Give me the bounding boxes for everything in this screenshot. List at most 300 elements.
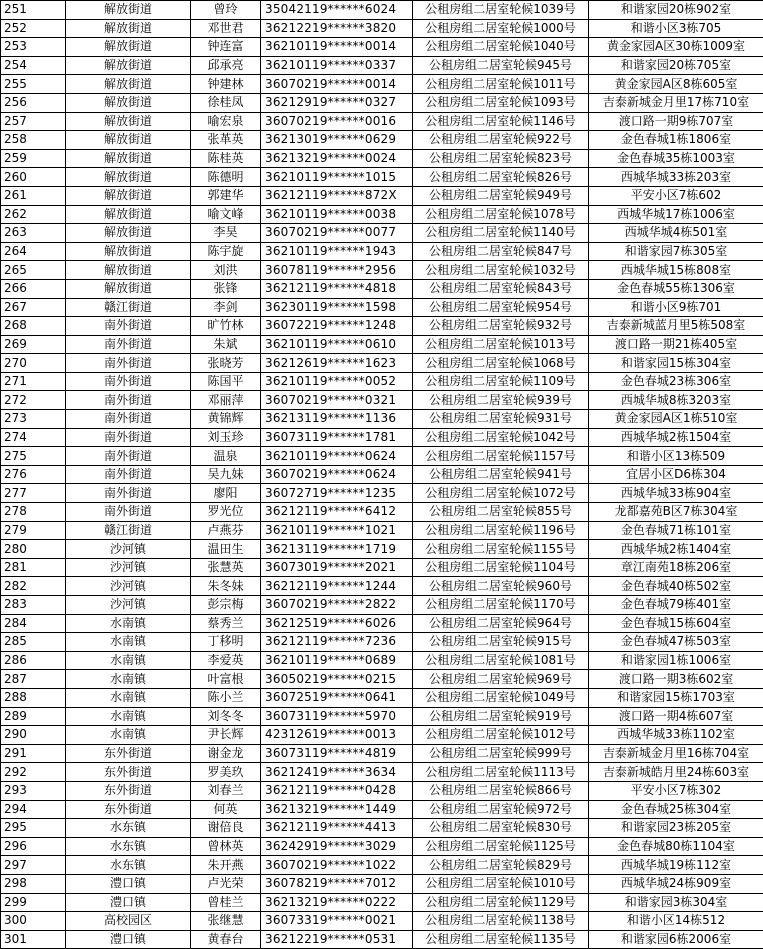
name-cell: 何英 <box>191 800 261 819</box>
id-number-cell: 36073119******5970 <box>261 707 413 726</box>
id-number-cell: 36213119******1719 <box>261 540 413 559</box>
address-cell: 金色春城80栋1104室 <box>589 837 763 856</box>
table-row <box>1 317 763 336</box>
name-cell: 张慧英 <box>191 558 261 577</box>
name-cell: 刘洪 <box>191 261 261 280</box>
row-number: 276 <box>1 465 66 484</box>
row-number: 258 <box>1 131 66 150</box>
name-cell: 曾林英 <box>191 837 261 856</box>
id-number-cell: 36212119******0428 <box>261 781 413 800</box>
id-number-cell: 36072219******1248 <box>261 317 413 336</box>
waitlist-cell: 公租房组二居室轮候941号 <box>413 465 589 484</box>
id-number-cell: 36212219******3820 <box>261 19 413 38</box>
waitlist-cell: 公租房组二居室轮候1010号 <box>413 874 589 893</box>
street-cell: 沙河镇 <box>66 558 191 577</box>
table-row <box>1 893 763 912</box>
waitlist-cell: 公租房组二居室轮候972号 <box>413 800 589 819</box>
waitlist-cell: 公租房组二居室轮候855号 <box>413 503 589 522</box>
waitlist-cell: 公租房组二居室轮候945号 <box>413 56 589 75</box>
waitlist-cell: 公租房组二居室轮候826号 <box>413 168 589 187</box>
street-cell: 南外街道 <box>66 391 191 410</box>
table-row <box>1 540 763 559</box>
address-cell: 和谐家园20栋902室 <box>589 1 763 20</box>
row-number: 275 <box>1 447 66 466</box>
table-row <box>1 800 763 819</box>
address-cell: 黄金家园A区8栋605室 <box>589 75 763 94</box>
address-cell: 西城华城15栋808室 <box>589 261 763 280</box>
street-cell: 解放街道 <box>66 38 191 57</box>
name-cell: 陈国平 <box>191 372 261 391</box>
table-row <box>1 856 763 875</box>
row-number: 254 <box>1 56 66 75</box>
street-cell: 水南镇 <box>66 688 191 707</box>
address-cell: 和谐家园15栋1703室 <box>589 688 763 707</box>
row-number: 297 <box>1 856 66 875</box>
street-cell: 解放街道 <box>66 131 191 150</box>
waitlist-cell: 公租房组二居室轮候1135号 <box>413 930 589 949</box>
street-cell: 南外街道 <box>66 465 191 484</box>
name-cell: 刘玉珍 <box>191 428 261 447</box>
address-cell: 金色春城79栋401室 <box>589 596 763 615</box>
address-cell: 金色春城55栋1306室 <box>589 279 763 298</box>
waitlist-cell: 公租房组二居室轮候1039号 <box>413 1 589 20</box>
table-row <box>1 726 763 745</box>
name-cell: 蔡秀兰 <box>191 614 261 633</box>
street-cell: 水东镇 <box>66 819 191 838</box>
row-number: 283 <box>1 596 66 615</box>
table-row <box>1 38 763 57</box>
row-number: 255 <box>1 75 66 94</box>
street-cell: 沙河镇 <box>66 540 191 559</box>
id-number-cell: 36072519******0641 <box>261 688 413 707</box>
row-number: 266 <box>1 279 66 298</box>
waitlist-cell: 公租房组二居室轮候922号 <box>413 131 589 150</box>
table-row <box>1 298 763 317</box>
name-cell: 李剑 <box>191 298 261 317</box>
waitlist-cell: 公租房组二居室轮候830号 <box>413 819 589 838</box>
row-number: 300 <box>1 912 66 931</box>
table-row <box>1 205 763 224</box>
table-row <box>1 577 763 596</box>
street-cell: 高校园区 <box>66 912 191 931</box>
id-number-cell: 36213119******1136 <box>261 410 413 429</box>
address-cell: 和谐家园3栋304室 <box>589 893 763 912</box>
waitlist-cell: 公租房组二居室轮候1170号 <box>413 596 589 615</box>
table-row <box>1 19 763 38</box>
row-number: 294 <box>1 800 66 819</box>
address-cell: 和谐家园1栋1006室 <box>589 651 763 670</box>
table-row <box>1 465 763 484</box>
table-row <box>1 596 763 615</box>
id-number-cell: 36070219******1022 <box>261 856 413 875</box>
table-row <box>1 410 763 429</box>
table-row <box>1 112 763 131</box>
table-row <box>1 186 763 205</box>
id-number-cell: 36070219******0077 <box>261 224 413 243</box>
name-cell: 张锋 <box>191 279 261 298</box>
id-number-cell: 36072719******1235 <box>261 484 413 503</box>
row-number: 296 <box>1 837 66 856</box>
waitlist-cell: 公租房组二居室轮候1068号 <box>413 354 589 373</box>
row-number: 287 <box>1 670 66 689</box>
address-cell: 金色春城71栋101室 <box>589 521 763 540</box>
row-number: 285 <box>1 633 66 652</box>
street-cell: 解放街道 <box>66 75 191 94</box>
name-cell: 曾玲 <box>191 1 261 20</box>
address-cell: 金色春城25栋304室 <box>589 800 763 819</box>
name-cell: 陈德明 <box>191 168 261 187</box>
street-cell: 解放街道 <box>66 1 191 20</box>
id-number-cell: 36210119******0052 <box>261 372 413 391</box>
id-number-cell: 36210119******1015 <box>261 168 413 187</box>
table-row <box>1 75 763 94</box>
id-number-cell: 36210119******0337 <box>261 56 413 75</box>
id-number-cell: 36073019******2021 <box>261 558 413 577</box>
row-number: 261 <box>1 186 66 205</box>
table-row <box>1 354 763 373</box>
waitlist-cell: 公租房组二居室轮候843号 <box>413 279 589 298</box>
row-number: 292 <box>1 763 66 782</box>
table-row <box>1 688 763 707</box>
row-number: 253 <box>1 38 66 57</box>
id-number-cell: 36070219******0624 <box>261 465 413 484</box>
name-cell: 旷竹林 <box>191 317 261 336</box>
address-cell: 龙都嘉苑B区7栋304室 <box>589 503 763 522</box>
name-cell: 徐桂凤 <box>191 93 261 112</box>
waitlist-cell: 公租房组二居室轮候999号 <box>413 744 589 763</box>
street-cell: 赣江街道 <box>66 298 191 317</box>
row-number: 269 <box>1 335 66 354</box>
id-number-cell: 36212119******6412 <box>261 503 413 522</box>
waitlist-cell: 公租房组二居室轮候1104号 <box>413 558 589 577</box>
waitlist-cell: 公租房组二居室轮候1125号 <box>413 837 589 856</box>
address-cell: 黄金家园A区1栋510室 <box>589 410 763 429</box>
address-cell: 金色春城40栋502室 <box>589 577 763 596</box>
street-cell: 解放街道 <box>66 224 191 243</box>
name-cell: 张革英 <box>191 131 261 150</box>
address-cell: 渡口路一期21栋405室 <box>589 335 763 354</box>
row-number: 279 <box>1 521 66 540</box>
waitlist-cell: 公租房组二居室轮候939号 <box>413 391 589 410</box>
address-cell: 和谐家园20栋705室 <box>589 56 763 75</box>
name-cell: 尹长辉 <box>191 726 261 745</box>
row-number: 278 <box>1 503 66 522</box>
id-number-cell: 36242919******3029 <box>261 837 413 856</box>
street-cell: 南外街道 <box>66 354 191 373</box>
address-cell: 和谐小区9栋701 <box>589 298 763 317</box>
street-cell: 南外街道 <box>66 317 191 336</box>
street-cell: 解放街道 <box>66 56 191 75</box>
waitlist-cell: 公租房组二居室轮候1040号 <box>413 38 589 57</box>
row-number: 257 <box>1 112 66 131</box>
table-row <box>1 651 763 670</box>
id-number-cell: 36073119******1781 <box>261 428 413 447</box>
id-number-cell: 36210119******0014 <box>261 38 413 57</box>
table-row <box>1 633 763 652</box>
row-number: 267 <box>1 298 66 317</box>
street-cell: 解放街道 <box>66 19 191 38</box>
name-cell: 彭宗梅 <box>191 596 261 615</box>
table-row <box>1 261 763 280</box>
table-row <box>1 484 763 503</box>
table-row <box>1 558 763 577</box>
table-row <box>1 912 763 931</box>
waitlist-cell: 公租房组二居室轮候1042号 <box>413 428 589 447</box>
row-number: 282 <box>1 577 66 596</box>
address-cell: 金色春城15栋604室 <box>589 614 763 633</box>
row-number: 263 <box>1 224 66 243</box>
street-cell: 水南镇 <box>66 707 191 726</box>
row-number: 260 <box>1 168 66 187</box>
name-cell: 朱斌 <box>191 335 261 354</box>
name-cell: 叶富根 <box>191 670 261 689</box>
waitlist-cell: 公租房组二居室轮候1157号 <box>413 447 589 466</box>
name-cell: 邓丽萍 <box>191 391 261 410</box>
name-cell: 谢倍良 <box>191 819 261 838</box>
address-cell: 和谐家园15栋304室 <box>589 354 763 373</box>
id-number-cell: 36078219******7012 <box>261 874 413 893</box>
address-cell: 章江南苑18栋206室 <box>589 558 763 577</box>
address-cell: 西城华城8栋3203室 <box>589 391 763 410</box>
table-row <box>1 131 763 150</box>
table-row <box>1 707 763 726</box>
street-cell: 解放街道 <box>66 112 191 131</box>
table-row <box>1 744 763 763</box>
waitlist-cell: 公租房组二居室轮候1109号 <box>413 372 589 391</box>
waitlist-cell: 公租房组二居室轮候915号 <box>413 633 589 652</box>
table-row <box>1 372 763 391</box>
street-cell: 解放街道 <box>66 186 191 205</box>
id-number-cell: 36212219******0531 <box>261 930 413 949</box>
street-cell: 东外街道 <box>66 763 191 782</box>
address-cell: 渡口路一期9栋707室 <box>589 112 763 131</box>
address-cell: 西城华城2栋1504室 <box>589 428 763 447</box>
name-cell: 陈宇旋 <box>191 242 261 261</box>
row-number: 281 <box>1 558 66 577</box>
street-cell: 东外街道 <box>66 744 191 763</box>
waitlist-cell: 公租房组二居室轮候1140号 <box>413 224 589 243</box>
id-number-cell: 36070219******0014 <box>261 75 413 94</box>
waitlist-cell: 公租房组二居室轮候1072号 <box>413 484 589 503</box>
name-cell: 黄锦辉 <box>191 410 261 429</box>
street-cell: 沙河镇 <box>66 596 191 615</box>
name-cell: 刘冬冬 <box>191 707 261 726</box>
row-number: 289 <box>1 707 66 726</box>
name-cell: 钟建林 <box>191 75 261 94</box>
name-cell: 罗美玖 <box>191 763 261 782</box>
waitlist-cell: 公租房组二居室轮候964号 <box>413 614 589 633</box>
waitlist-cell: 公租房组二居室轮候1113号 <box>413 763 589 782</box>
table-row <box>1 279 763 298</box>
table-row <box>1 224 763 243</box>
name-cell: 张晓芳 <box>191 354 261 373</box>
id-number-cell: 36070219******0016 <box>261 112 413 131</box>
address-cell: 西城华城17栋1006室 <box>589 205 763 224</box>
waitlist-cell: 公租房组二居室轮候1013号 <box>413 335 589 354</box>
waitlist-cell: 公租房组二居室轮候1196号 <box>413 521 589 540</box>
table-row <box>1 837 763 856</box>
name-cell: 廖阳 <box>191 484 261 503</box>
address-cell: 金色春城47栋503室 <box>589 633 763 652</box>
row-number: 262 <box>1 205 66 224</box>
waitlist-cell: 公租房组二居室轮候1032号 <box>413 261 589 280</box>
waitlist-cell: 公租房组二居室轮候919号 <box>413 707 589 726</box>
id-number-cell: 36213219******0222 <box>261 893 413 912</box>
waitlist-cell: 公租房组二居室轮候847号 <box>413 242 589 261</box>
name-cell: 曾桂兰 <box>191 893 261 912</box>
table-row <box>1 874 763 893</box>
waitlist-cell: 公租房组二居室轮候1011号 <box>413 75 589 94</box>
address-cell: 金色春城1栋1806室 <box>589 131 763 150</box>
table-row <box>1 503 763 522</box>
row-number: 298 <box>1 874 66 893</box>
table-row <box>1 1 763 20</box>
id-number-cell: 36230119******1598 <box>261 298 413 317</box>
address-cell: 平安小区7栋602 <box>589 186 763 205</box>
table-row <box>1 335 763 354</box>
row-number: 270 <box>1 354 66 373</box>
row-number: 288 <box>1 688 66 707</box>
address-cell: 吉泰新城金月里17栋710室 <box>589 93 763 112</box>
name-cell: 温田生 <box>191 540 261 559</box>
street-cell: 水南镇 <box>66 670 191 689</box>
address-cell: 渡口路一期4栋607室 <box>589 707 763 726</box>
row-number: 256 <box>1 93 66 112</box>
id-number-cell: 36213019******0629 <box>261 131 413 150</box>
street-cell: 水南镇 <box>66 614 191 633</box>
name-cell: 李昊 <box>191 224 261 243</box>
name-cell: 陈小兰 <box>191 688 261 707</box>
name-cell: 丁移明 <box>191 633 261 652</box>
name-cell: 喻宏泉 <box>191 112 261 131</box>
id-number-cell: 36210119******0038 <box>261 205 413 224</box>
street-cell: 沙河镇 <box>66 577 191 596</box>
waitlist-cell: 公租房组二居室轮候960号 <box>413 577 589 596</box>
row-number: 295 <box>1 819 66 838</box>
waitlist-cell: 公租房组二居室轮候1138号 <box>413 912 589 931</box>
name-cell: 李爱英 <box>191 651 261 670</box>
address-cell: 吉泰新城蓝月里5栋508室 <box>589 317 763 336</box>
address-cell: 金色春城35栋1003室 <box>589 149 763 168</box>
street-cell: 解放街道 <box>66 149 191 168</box>
id-number-cell: 36212119******4413 <box>261 819 413 838</box>
table-row <box>1 763 763 782</box>
id-number-cell: 36073319******0021 <box>261 912 413 931</box>
street-cell: 解放街道 <box>66 261 191 280</box>
address-cell: 吉泰新城金月里16栋704室 <box>589 744 763 763</box>
address-cell: 西城华城33栋904室 <box>589 484 763 503</box>
name-cell: 卢光荣 <box>191 874 261 893</box>
id-number-cell: 36212419******3634 <box>261 763 413 782</box>
waitlist-cell: 公租房组二居室轮候1081号 <box>413 651 589 670</box>
row-number: 251 <box>1 1 66 20</box>
waitlist-cell: 公租房组二居室轮候932号 <box>413 317 589 336</box>
table-row <box>1 447 763 466</box>
address-cell: 渡口路一期3栋602室 <box>589 670 763 689</box>
waitlist-cell: 公租房组二居室轮候954号 <box>413 298 589 317</box>
name-cell: 卢燕芬 <box>191 521 261 540</box>
street-cell: 水南镇 <box>66 633 191 652</box>
waitlist-cell: 公租房组二居室轮候1000号 <box>413 19 589 38</box>
waitlist-cell: 公租房组二居室轮候1129号 <box>413 893 589 912</box>
table-row <box>1 670 763 689</box>
row-number: 299 <box>1 893 66 912</box>
waitlist-cell: 公租房组二居室轮候823号 <box>413 149 589 168</box>
id-number-cell: 36073119******4819 <box>261 744 413 763</box>
id-number-cell: 36210119******1943 <box>261 242 413 261</box>
waitlist-cell: 公租房组二居室轮候1078号 <box>413 205 589 224</box>
street-cell: 东外街道 <box>66 781 191 800</box>
street-cell: 解放街道 <box>66 242 191 261</box>
name-cell: 钟连富 <box>191 38 261 57</box>
address-cell: 西城华城24栋909室 <box>589 874 763 893</box>
street-cell: 解放街道 <box>66 93 191 112</box>
street-cell: 南外街道 <box>66 410 191 429</box>
row-number: 259 <box>1 149 66 168</box>
row-number: 286 <box>1 651 66 670</box>
id-number-cell: 36212119******4818 <box>261 279 413 298</box>
table-row <box>1 242 763 261</box>
name-cell: 吴九妹 <box>191 465 261 484</box>
id-number-cell: 36212119******7236 <box>261 633 413 652</box>
street-cell: 解放街道 <box>66 205 191 224</box>
id-number-cell: 36212519******6026 <box>261 614 413 633</box>
id-number-cell: 36212919******0327 <box>261 93 413 112</box>
table-body <box>1 1 763 949</box>
street-cell: 水东镇 <box>66 837 191 856</box>
address-cell: 西城华城33栋1102室 <box>589 726 763 745</box>
waitlist-cell: 公租房组二居室轮候866号 <box>413 781 589 800</box>
table-row <box>1 781 763 800</box>
id-number-cell: 36212619******1623 <box>261 354 413 373</box>
name-cell: 郭建华 <box>191 186 261 205</box>
waitlist-cell: 公租房组二居室轮候1146号 <box>413 112 589 131</box>
row-number: 291 <box>1 744 66 763</box>
street-cell: 水东镇 <box>66 856 191 875</box>
street-cell: 东外街道 <box>66 800 191 819</box>
name-cell: 陈桂英 <box>191 149 261 168</box>
address-cell: 黄金家园A区30栋1009室 <box>589 38 763 57</box>
street-cell: 南外街道 <box>66 335 191 354</box>
address-cell: 和谐小区13栋509 <box>589 447 763 466</box>
row-number: 277 <box>1 484 66 503</box>
row-number: 290 <box>1 726 66 745</box>
id-number-cell: 36070219******0321 <box>261 391 413 410</box>
waitlist-cell: 公租房组二居室轮候1012号 <box>413 726 589 745</box>
name-cell: 邓世君 <box>191 19 261 38</box>
name-cell: 朱开燕 <box>191 856 261 875</box>
row-number: 280 <box>1 540 66 559</box>
id-number-cell: 36210119******0624 <box>261 447 413 466</box>
table-row <box>1 614 763 633</box>
street-cell: 澧口镇 <box>66 930 191 949</box>
row-number: 252 <box>1 19 66 38</box>
address-cell: 吉泰新城皓月里24栋603室 <box>589 763 763 782</box>
street-cell: 水南镇 <box>66 726 191 745</box>
table-row <box>1 930 763 949</box>
street-cell: 南外街道 <box>66 447 191 466</box>
waitlist-cell: 公租房组二居室轮候931号 <box>413 410 589 429</box>
waitlist-cell: 公租房组二居室轮候829号 <box>413 856 589 875</box>
table-row <box>1 428 763 447</box>
id-number-cell: 42312619******0013 <box>261 726 413 745</box>
waitlist-cell: 公租房组二居室轮候1093号 <box>413 93 589 112</box>
id-number-cell: 36213219******0024 <box>261 149 413 168</box>
id-number-cell: 36210119******1021 <box>261 521 413 540</box>
row-number: 301 <box>1 930 66 949</box>
table-row <box>1 819 763 838</box>
row-number: 271 <box>1 372 66 391</box>
